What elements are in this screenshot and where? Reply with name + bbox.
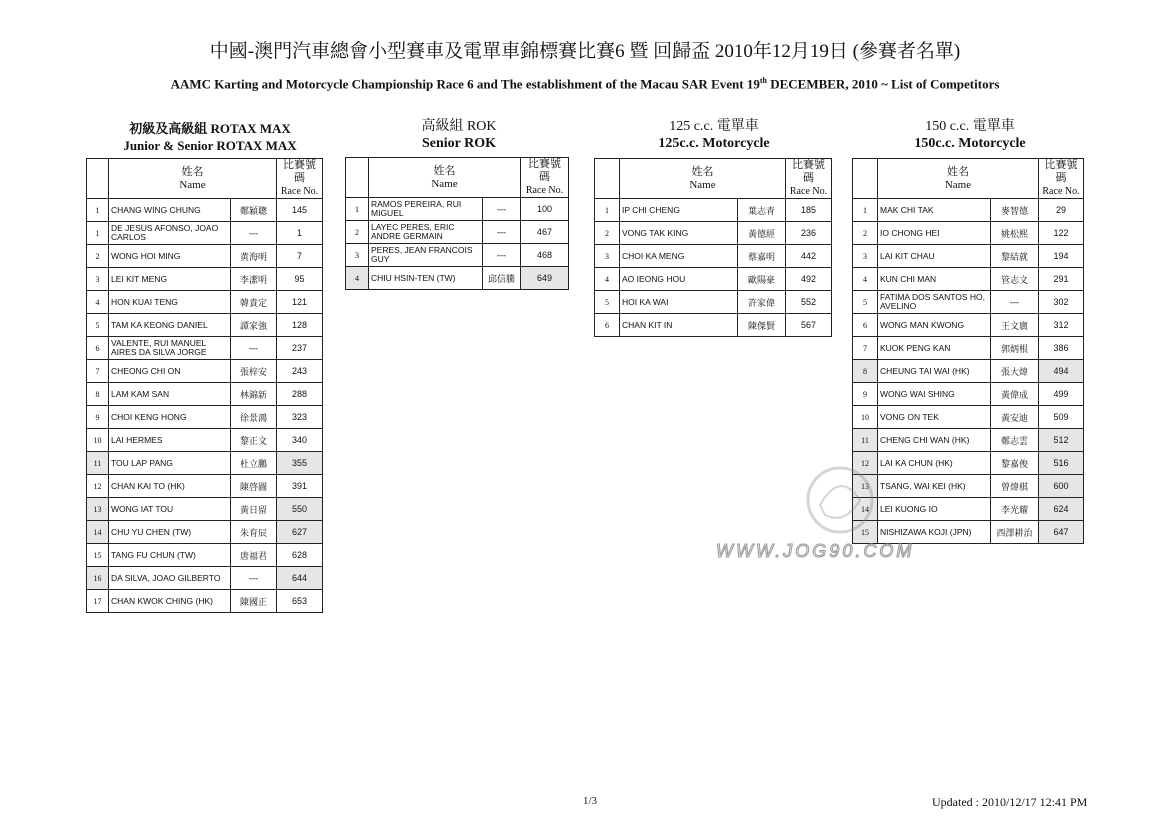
competitor-name-cn: 李光耀 [991, 498, 1039, 521]
section-title-cn: 125 c.c. 電單車 [669, 119, 759, 134]
race-number-cell: 122 [1039, 222, 1084, 245]
table-row [87, 590, 323, 613]
row-number-cell: 10 [853, 406, 878, 429]
header-blank-cell [346, 158, 369, 198]
table-row [87, 544, 323, 567]
competitor-name-cn: 許家偉 [738, 291, 786, 314]
race-header-cn: 比賽號碼 [1044, 159, 1078, 184]
table-row [595, 291, 832, 314]
competitor-name-en: IP CHI CHENG [620, 199, 738, 222]
name-header-en: Name [431, 177, 458, 190]
document-title-en: AAMC Karting and Motorcycle Championship Race 6 and The establishment of the Macau SAR Event 19th DECEMBER, 2010 ~ List of Competitors [170, 76, 1000, 92]
race-number-cell: 647 [1039, 521, 1084, 544]
row-number-cell: 11 [87, 452, 109, 475]
competitor-name-cn: 黎正文 [231, 429, 277, 452]
row-number-cell: 6 [595, 314, 620, 337]
row-number-cell: 1 [853, 199, 878, 222]
name-header-cn: 姓名 [181, 165, 204, 178]
competitor-name-en: IO CHONG HEI [878, 222, 991, 245]
race-number-cell: 509 [1039, 406, 1084, 429]
race-header-cn: 比賽號碼 [283, 159, 316, 184]
race-no-header [521, 158, 569, 198]
table-row [87, 406, 323, 429]
row-number-cell: 1 [87, 222, 109, 245]
header-blank-cell [853, 159, 878, 199]
row-number-cell: 4 [346, 267, 369, 290]
section-title-en: Junior & Senior ROTAX MAX [123, 138, 297, 153]
table-row [87, 222, 323, 245]
row-number-cell: 7 [87, 360, 109, 383]
competitor-name-en: CHANG WING CHUNG [109, 199, 231, 222]
race-number-cell: 145 [277, 199, 323, 222]
row-number-cell: 3 [595, 245, 620, 268]
section-title-en: 125c.c. Motorcycle [658, 136, 770, 151]
section-title-en: Senior ROK [421, 136, 497, 151]
row-number-cell: 6 [853, 314, 878, 337]
row-number-cell: 12 [87, 475, 109, 498]
row-number-cell: 16 [87, 567, 109, 590]
name-header-en: Name [689, 178, 716, 191]
table-row [853, 406, 1084, 429]
table-row [595, 245, 832, 268]
race-number-cell: 237 [277, 337, 323, 360]
row-number-cell: 13 [853, 475, 878, 498]
competitor-name-cn: 陳啓圖 [231, 475, 277, 498]
competitor-name-cn: --- [991, 291, 1039, 314]
competitor-name-en: LAI KA CHUN (HK) [878, 452, 991, 475]
competitor-name-en: DE JESUS AFONSO, JOAO CARLOS [109, 222, 231, 245]
competitor-name-en: PERES, JEAN FRANCOIS GUY [369, 244, 483, 267]
competitor-name-en: CHAN KWOK CHING (HK) [109, 590, 231, 613]
competitor-name-cn: 朱育辰 [231, 521, 277, 544]
competitor-name-en: LAYEC PERES, ERIC ANDRE GERMAIN [369, 221, 483, 244]
section-header [344, 118, 574, 152]
competitor-name-en: MAK CHI TAK [878, 199, 991, 222]
table-row [87, 268, 323, 291]
competitor-name-en: LAI KIT CHAU [878, 245, 991, 268]
competitor-name-cn: --- [483, 244, 521, 267]
race-number-cell: 624 [1039, 498, 1084, 521]
race-number-cell: 7 [277, 245, 323, 268]
table-header-row [853, 159, 1084, 199]
race-number-cell: 312 [1039, 314, 1084, 337]
name-header [878, 159, 1039, 199]
watermark-text: WWW.JOG90.COM [716, 541, 915, 561]
race-number-cell: 644 [277, 567, 323, 590]
row-number-cell: 12 [853, 452, 878, 475]
table-row [853, 245, 1084, 268]
race-number-cell: 185 [786, 199, 832, 222]
competitor-name-en: WONG MAN KWONG [878, 314, 991, 337]
section-header [852, 118, 1088, 152]
competitor-name-en: LAI HERMES [109, 429, 231, 452]
row-number-cell: 7 [853, 337, 878, 360]
row-number-cell: 11 [853, 429, 878, 452]
competitor-name-en: CHIU HSIN-TEN (TW) [369, 267, 483, 290]
row-number-cell: 2 [346, 221, 369, 244]
race-number-cell: 550 [277, 498, 323, 521]
race-header-cn: 比賽號碼 [792, 159, 825, 184]
race-number-cell: 340 [277, 429, 323, 452]
competitor-name-cn: 杜立鵬 [231, 452, 277, 475]
race-number-cell: 121 [277, 291, 323, 314]
section-title-cn: 150 c.c. 電單車 [925, 119, 1015, 134]
row-number-cell: 8 [853, 360, 878, 383]
name-header [369, 158, 521, 198]
race-number-cell: 243 [277, 360, 323, 383]
race-number-cell: 494 [1039, 360, 1084, 383]
competitor-name-cn: --- [483, 221, 521, 244]
competitor-name-en: WONG WAI SHING [878, 383, 991, 406]
race-number-cell: 95 [277, 268, 323, 291]
competitor-name-en: RAMOS PEREIRA, RUI MIGUEL [369, 198, 483, 221]
competitor-name-en: TANG FU CHUN (TW) [109, 544, 231, 567]
table-row [853, 452, 1084, 475]
row-number-cell: 8 [87, 383, 109, 406]
competitor-name-en: CHENG CHI WAN (HK) [878, 429, 991, 452]
race-number-cell: 386 [1039, 337, 1084, 360]
competitor-name-cn: 麥智德 [991, 199, 1039, 222]
competitor-name-en: CHU YU CHEN (TW) [109, 521, 231, 544]
competitor-name-en: CHAN KIT IN [620, 314, 738, 337]
row-number-cell: 17 [87, 590, 109, 613]
competitor-name-cn: 張大煒 [991, 360, 1039, 383]
competitor-name-cn: 姚松熙 [991, 222, 1039, 245]
race-header-cn: 比賽號碼 [528, 158, 561, 183]
row-number-cell: 2 [595, 222, 620, 245]
competitor-name-cn: 鄭穎聰 [231, 199, 277, 222]
competitor-name-cn: 黃偉成 [991, 383, 1039, 406]
name-header-cn: 姓名 [691, 165, 714, 178]
row-number-cell: 1 [87, 199, 109, 222]
row-number-cell: 14 [853, 498, 878, 521]
race-number-cell: 467 [521, 221, 569, 244]
row-number-cell: 3 [346, 244, 369, 267]
row-number-cell: 15 [87, 544, 109, 567]
competitor-name-en: LEI KUONG IO [878, 498, 991, 521]
table-row [853, 314, 1084, 337]
race-number-cell: 600 [1039, 475, 1084, 498]
race-number-cell: 468 [521, 244, 569, 267]
competitor-name-en: HOI KA WAI [620, 291, 738, 314]
race-number-cell: 628 [277, 544, 323, 567]
name-header-en: Name [179, 178, 206, 191]
table-row [853, 475, 1084, 498]
section-title-cn: 初級及高級組 ROTAX MAX [129, 121, 291, 136]
competitor-name-cn: 黃日留 [231, 498, 277, 521]
row-number-cell: 9 [87, 406, 109, 429]
name-header-cn: 姓名 [947, 165, 969, 178]
row-number-cell: 1 [346, 198, 369, 221]
row-number-cell: 6 [87, 337, 109, 360]
table-row [87, 360, 323, 383]
competitor-name-cn: 郭炳根 [991, 337, 1039, 360]
table-row [595, 222, 832, 245]
race-header-en: Race No. [789, 186, 828, 197]
name-header [620, 159, 786, 199]
row-number-cell: 1 [595, 199, 620, 222]
table-header-row [87, 159, 323, 199]
table-row [87, 245, 323, 268]
row-number-cell: 15 [853, 521, 878, 544]
competitor-name-cn: 黃德經 [738, 222, 786, 245]
race-number-cell: 302 [1039, 291, 1084, 314]
table-row [87, 291, 323, 314]
competitor-table [345, 157, 569, 290]
competitor-table [86, 158, 323, 613]
table-row [346, 267, 569, 290]
row-number-cell: 14 [87, 521, 109, 544]
race-number-cell: 291 [1039, 268, 1084, 291]
competitor-name-cn: 管志文 [991, 268, 1039, 291]
competitor-name-en: VONG TAK KING [620, 222, 738, 245]
competitor-name-cn: 葉志青 [738, 199, 786, 222]
table-row [853, 429, 1084, 452]
race-number-cell: 653 [277, 590, 323, 613]
table-row [87, 314, 323, 337]
row-number-cell: 4 [87, 291, 109, 314]
race-number-cell: 552 [786, 291, 832, 314]
row-number-cell: 3 [853, 245, 878, 268]
table-header-row [595, 159, 832, 199]
section-header [90, 120, 330, 154]
row-number-cell: 5 [853, 291, 878, 314]
table-row [87, 429, 323, 452]
competitor-name-cn: 邱信騰 [483, 267, 521, 290]
race-number-cell: 516 [1039, 452, 1084, 475]
race-number-cell: 355 [277, 452, 323, 475]
competitor-name-cn: 王文廣 [991, 314, 1039, 337]
race-number-cell: 288 [277, 383, 323, 406]
table-row [87, 452, 323, 475]
watermark-logo [800, 460, 880, 540]
competitor-name-en: KUOK PENG KAN [878, 337, 991, 360]
race-number-cell: 492 [786, 268, 832, 291]
competitor-name-cn: --- [231, 222, 277, 245]
race-header-en: Race No. [525, 185, 564, 196]
competitor-name-en: WONG IAT TOU [109, 498, 231, 521]
race-number-cell: 627 [277, 521, 323, 544]
document-title-cn: 中國-澳門汽車總會小型賽車及電單車錦標賽比賽6 暨 回歸盃 2010年12月19日 (參賽者名單) [209, 41, 961, 62]
header-blank-cell [595, 159, 620, 199]
table-row [853, 199, 1084, 222]
competitor-name-en: TOU LAP PANG [109, 452, 231, 475]
competitor-name-cn: --- [231, 337, 277, 360]
table-row [595, 314, 832, 337]
competitor-name-cn: 西澤耕治 [991, 521, 1039, 544]
competitor-name-en: CHEUNG TAI WAI (HK) [878, 360, 991, 383]
row-number-cell: 5 [87, 314, 109, 337]
competitor-name-cn: 歐陽豪 [738, 268, 786, 291]
competitor-name-en: CHEONG CHI ON [109, 360, 231, 383]
table-row [87, 199, 323, 222]
table-header-row [346, 158, 569, 198]
section-title-cn: 高級組 ROK [421, 119, 497, 134]
competitor-name-en: VONG ON TEK [878, 406, 991, 429]
table-row [853, 383, 1084, 406]
competitor-name-cn: 黃安迪 [991, 406, 1039, 429]
competitor-name-cn: 陳國正 [231, 590, 277, 613]
table-row [346, 221, 569, 244]
race-number-cell: 236 [786, 222, 832, 245]
competitor-name-cn: 李潔明 [231, 268, 277, 291]
section-title-en: 150c.c. Motorcycle [914, 136, 1026, 151]
competitor-name-en: TSANG, WAI KEI (HK) [878, 475, 991, 498]
competitor-name-cn: 黄海明 [231, 245, 277, 268]
competitor-name-en: LAM KAM SAN [109, 383, 231, 406]
competitor-name-cn: 唐福君 [231, 544, 277, 567]
table-row [87, 521, 323, 544]
competitor-name-en: CHOI KENG HONG [109, 406, 231, 429]
table-row [87, 337, 323, 360]
race-number-cell: 499 [1039, 383, 1084, 406]
row-number-cell: 2 [853, 222, 878, 245]
race-no-header [277, 159, 323, 199]
competitor-name-cn: 陳傑賢 [738, 314, 786, 337]
name-header [109, 159, 277, 199]
competitor-name-en: NISHIZAWA KOJI (JPN) [878, 521, 991, 544]
name-header-en: Name [944, 178, 972, 191]
competitor-name-cn: 蔡嘉明 [738, 245, 786, 268]
row-number-cell: 4 [853, 268, 878, 291]
table-row [346, 244, 569, 267]
table-row [595, 199, 832, 222]
competitor-name-cn: 譚家強 [231, 314, 277, 337]
competitor-name-cn: --- [231, 567, 277, 590]
page-number: 1/3 [583, 795, 598, 807]
competitor-name-en: TAM KA KEONG DANIEL [109, 314, 231, 337]
section-header [596, 118, 832, 152]
updated-timestamp: Updated : 2010/12/17 12:41 PM [932, 795, 1088, 809]
race-number-cell: 567 [786, 314, 832, 337]
competitor-name-cn: 張梓安 [231, 360, 277, 383]
header-blank-cell [87, 159, 109, 199]
competitor-name-en: AO IEONG HOU [620, 268, 738, 291]
race-number-cell: 194 [1039, 245, 1084, 268]
competitor-name-cn: 黎結就 [991, 245, 1039, 268]
table-row [853, 360, 1084, 383]
competitor-name-en: HON KUAI TENG [109, 291, 231, 314]
competitor-name-cn: 曾煒棋 [991, 475, 1039, 498]
competitor-name-en: KUN CHI MAN [878, 268, 991, 291]
competitor-name-en: DA SILVA, JOAO GILBERTO [109, 567, 231, 590]
race-number-cell: 100 [521, 198, 569, 221]
race-number-cell: 512 [1039, 429, 1084, 452]
competitor-table [852, 158, 1084, 544]
competitor-table [594, 158, 832, 337]
table-row [853, 222, 1084, 245]
competitor-name-en: CHAN KAI TO (HK) [109, 475, 231, 498]
table-row [595, 268, 832, 291]
table-row [87, 567, 323, 590]
row-number-cell: 2 [87, 245, 109, 268]
competitor-name-cn: 黎嘉俊 [991, 452, 1039, 475]
row-number-cell: 4 [595, 268, 620, 291]
race-no-header [786, 159, 832, 199]
table-row [853, 337, 1084, 360]
race-header-en: Race No. [280, 186, 319, 197]
row-number-cell: 9 [853, 383, 878, 406]
competitor-name-en: VALENTE, RUI MANUEL AIRES DA SILVA JORGE [109, 337, 231, 360]
competitor-name-en: LEI KIT MENG [109, 268, 231, 291]
table-row [853, 291, 1084, 314]
table-row [346, 198, 569, 221]
competitor-name-cn: 鄭志雲 [991, 429, 1039, 452]
race-number-cell: 1 [277, 222, 323, 245]
table-row [87, 475, 323, 498]
race-number-cell: 391 [277, 475, 323, 498]
row-number-cell: 10 [87, 429, 109, 452]
row-number-cell: 3 [87, 268, 109, 291]
table-row [87, 383, 323, 406]
row-number-cell: 13 [87, 498, 109, 521]
competitor-name-en: FATIMA DOS SANTOS HO, AVELINO [878, 291, 991, 314]
competitor-name-cn: 林錦新 [231, 383, 277, 406]
race-number-cell: 128 [277, 314, 323, 337]
race-header-en: Race No. [1042, 186, 1080, 197]
table-row [853, 268, 1084, 291]
row-number-cell: 5 [595, 291, 620, 314]
race-number-cell: 323 [277, 406, 323, 429]
competitor-name-cn: 徐景鴻 [231, 406, 277, 429]
competitor-name-cn: 韓貴定 [231, 291, 277, 314]
competitor-name-cn: --- [483, 198, 521, 221]
race-number-cell: 442 [786, 245, 832, 268]
table-row [853, 498, 1084, 521]
race-number-cell: 649 [521, 267, 569, 290]
race-number-cell: 29 [1039, 199, 1084, 222]
competitor-name-en: WONG HOI MING [109, 245, 231, 268]
race-no-header [1039, 159, 1084, 199]
table-row [87, 498, 323, 521]
name-header-cn: 姓名 [433, 164, 456, 177]
competitor-name-en: CHOI KA MENG [620, 245, 738, 268]
